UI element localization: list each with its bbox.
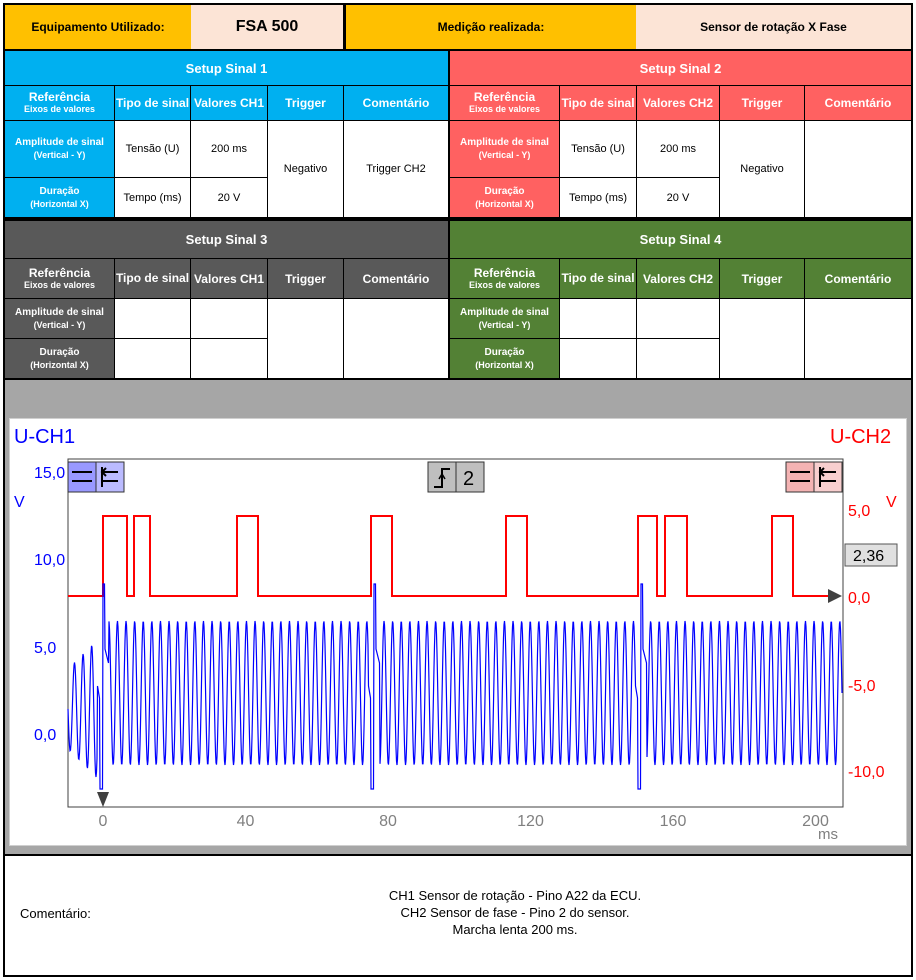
comment-line-3: Marcha lenta 200 ms.: [452, 922, 578, 937]
setup-3-amp-valor[interactable]: [191, 299, 268, 339]
setup-2-amp-label: [450, 121, 560, 178]
setup-3-comment-header: Comentário: [344, 259, 448, 299]
y-left-ticks: [34, 465, 65, 744]
x-tick: 200: [802, 813, 829, 830]
setup-3-dur-tipo[interactable]: [115, 339, 191, 378]
setup-3-amp-tipo[interactable]: [115, 299, 191, 339]
setup-1-amp-label: [5, 121, 115, 178]
amp-label: Amplitude de sinal: [15, 306, 104, 318]
amp-sub: (Vertical - Y): [33, 150, 86, 160]
dur-label: Duração: [39, 346, 80, 358]
measurement-label: Medição realizada:: [346, 5, 636, 49]
cursor-readout[interactable]: [845, 544, 897, 566]
setup-1-comment: Trigger CH2: [366, 163, 426, 175]
setup-4-ref-header: [450, 259, 560, 299]
setup-1-ref-header: [5, 86, 115, 121]
x-tick: 0: [98, 813, 108, 830]
setup-2-ref-header: [450, 86, 560, 121]
setup-1-title: Setup Sinal 1: [5, 51, 448, 86]
x-tick: 80: [379, 813, 397, 830]
dur-sub: (Horizontal X): [30, 198, 89, 209]
setup-2-trigger: Negativo: [720, 121, 805, 217]
setup-1-dur-valor: 20 V: [191, 178, 268, 217]
y-right-tick: 5,0: [848, 503, 871, 520]
ch1-label: U-CH1: [14, 426, 76, 448]
setup-1-trigger: Negativo: [268, 121, 344, 217]
ref-sub: Eixos de valores: [23, 104, 96, 114]
setup-2-valores-header: Valores CH2: [637, 86, 720, 121]
setup-1-comment-header: Comentário: [344, 86, 448, 121]
ch2-channel-icon[interactable]: [786, 462, 842, 492]
y-right-tick: 0,0: [848, 590, 871, 607]
comment-text: [200, 887, 830, 938]
setup-4-tipo-header: Tipo de sinal: [560, 259, 637, 299]
setup-2-dur-valor: 20 V: [637, 178, 720, 217]
setup-4-amp-tipo[interactable]: [560, 299, 637, 339]
amp-sub: (Vertical - Y): [478, 319, 531, 330]
setup-4-dur-tipo[interactable]: [560, 339, 637, 378]
setup-4-trigger[interactable]: [720, 299, 805, 378]
y-left-tick: 5,0: [34, 640, 57, 657]
setup-4-dur-valor[interactable]: [637, 339, 720, 378]
dur-sub: (Horizontal X): [475, 198, 534, 209]
setup-2-comment: [805, 121, 911, 217]
scope-screen: [9, 418, 907, 846]
setup-1-dur-label: [5, 178, 115, 217]
amp-label: Amplitude de sinal: [460, 306, 549, 318]
setup-1-amp-tipo: Tensão (U): [115, 121, 191, 178]
setup-4-dur-label: [450, 339, 560, 378]
amp-label: Amplitude de sinal: [460, 137, 549, 148]
ref-sub: Eixos de valores: [23, 279, 96, 290]
ch1-channel-icon[interactable]: [68, 462, 124, 492]
setup-3-ref-header: [5, 259, 115, 299]
dur-sub: (Horizontal X): [475, 359, 534, 370]
setup-2-dur-label: [450, 178, 560, 217]
dur-sub: (Horizontal X): [30, 359, 89, 370]
setup-3-trigger-header: Trigger: [268, 259, 344, 299]
oscilloscope-plot: [10, 419, 908, 847]
equipment-label: Equipamento Utilizado:: [5, 5, 191, 49]
comment-line-2: CH2 Sensor de fase - Pino 2 do sensor.: [400, 905, 630, 920]
amp-sub: (Vertical - Y): [478, 150, 531, 160]
setup-3-title: Setup Sinal 3: [5, 221, 448, 259]
y-right-tick: -5,0: [848, 678, 876, 695]
setup-2-amp-tipo: Tensão (U): [560, 121, 637, 178]
setup-4-comment[interactable]: [805, 299, 911, 378]
setup-3-valores-header: Valores CH1: [191, 259, 268, 299]
setup-2-trigger-header: Trigger: [720, 86, 805, 121]
setup-3-dur-label: [5, 339, 115, 378]
setup-3-comment[interactable]: [344, 299, 448, 378]
amp-label: Amplitude de sinal: [15, 137, 104, 148]
setup-1-valores-header: Valores CH1: [191, 86, 268, 121]
x-tick: 120: [517, 813, 544, 830]
dur-label: Duração: [484, 346, 525, 358]
dur-label: Duração: [39, 185, 80, 197]
y-left-tick: 10,0: [34, 552, 66, 569]
dur-label: Duração: [484, 185, 525, 197]
ref-label: Referência: [28, 265, 91, 280]
setup-4-amp-label: [450, 299, 560, 339]
measurement-value: Sensor de rotação X Fase: [636, 5, 911, 49]
setup-3-trigger[interactable]: [268, 299, 344, 378]
ref-label: Referência: [473, 265, 536, 280]
ref-label: Referência: [28, 90, 91, 104]
setup-4-valores-header: Valores CH2: [637, 259, 720, 299]
amp-sub: (Vertical - Y): [33, 319, 86, 330]
unit-x: ms: [818, 826, 838, 843]
trigger-channel: 2: [463, 468, 475, 490]
setup-1-amp-valor: 200 ms: [191, 121, 268, 178]
ch2-label: U-CH2: [830, 426, 892, 448]
setup-4-title: Setup Sinal 4: [450, 221, 911, 259]
y-left-tick: 0,0: [34, 727, 57, 744]
setup-2-dur-tipo: Tempo (ms): [560, 178, 637, 217]
setup-1-trigger-header: Trigger: [268, 86, 344, 121]
setup-3-amp-label: [5, 299, 115, 339]
unit-right: V: [886, 494, 897, 511]
comment-line-1: CH1 Sensor de rotação - Pino A22 da ECU.: [388, 888, 642, 903]
setup-2-amp-valor: 200 ms: [637, 121, 720, 178]
x-tick: 160: [659, 813, 687, 830]
setup-1-dur-tipo: Tempo (ms): [115, 178, 191, 217]
setup-2-tipo-header: Tipo de sinal: [560, 86, 637, 121]
setup-2-title: Setup Sinal 2: [450, 51, 911, 86]
setup-4-amp-valor[interactable]: [637, 299, 720, 339]
equipment-value: FSA 500: [191, 5, 343, 49]
setup-4-trigger-header: Trigger: [720, 259, 805, 299]
setup-3-tipo-header: Tipo de sinal: [115, 259, 191, 299]
trigger-icon[interactable]: [428, 462, 484, 492]
setup-3-dur-valor[interactable]: [191, 339, 268, 378]
setup-1-tipo-header: Tipo de sinal: [115, 86, 191, 121]
ref-sub: Eixos de valores: [468, 104, 541, 114]
unit-left: V: [14, 494, 25, 511]
x-tick: 40: [236, 813, 255, 830]
setup-2-comment-header: Comentário: [805, 86, 911, 121]
setup-4-comment-header: Comentário: [805, 259, 911, 299]
y-right-tick: -10,0: [848, 764, 885, 781]
ref-sub: Eixos de valores: [468, 279, 541, 290]
comment-label: Comentário:: [20, 906, 91, 921]
cursor-value: 2,36: [853, 548, 885, 565]
y-left-tick: 15,0: [34, 465, 66, 482]
ref-label: Referência: [473, 90, 536, 104]
